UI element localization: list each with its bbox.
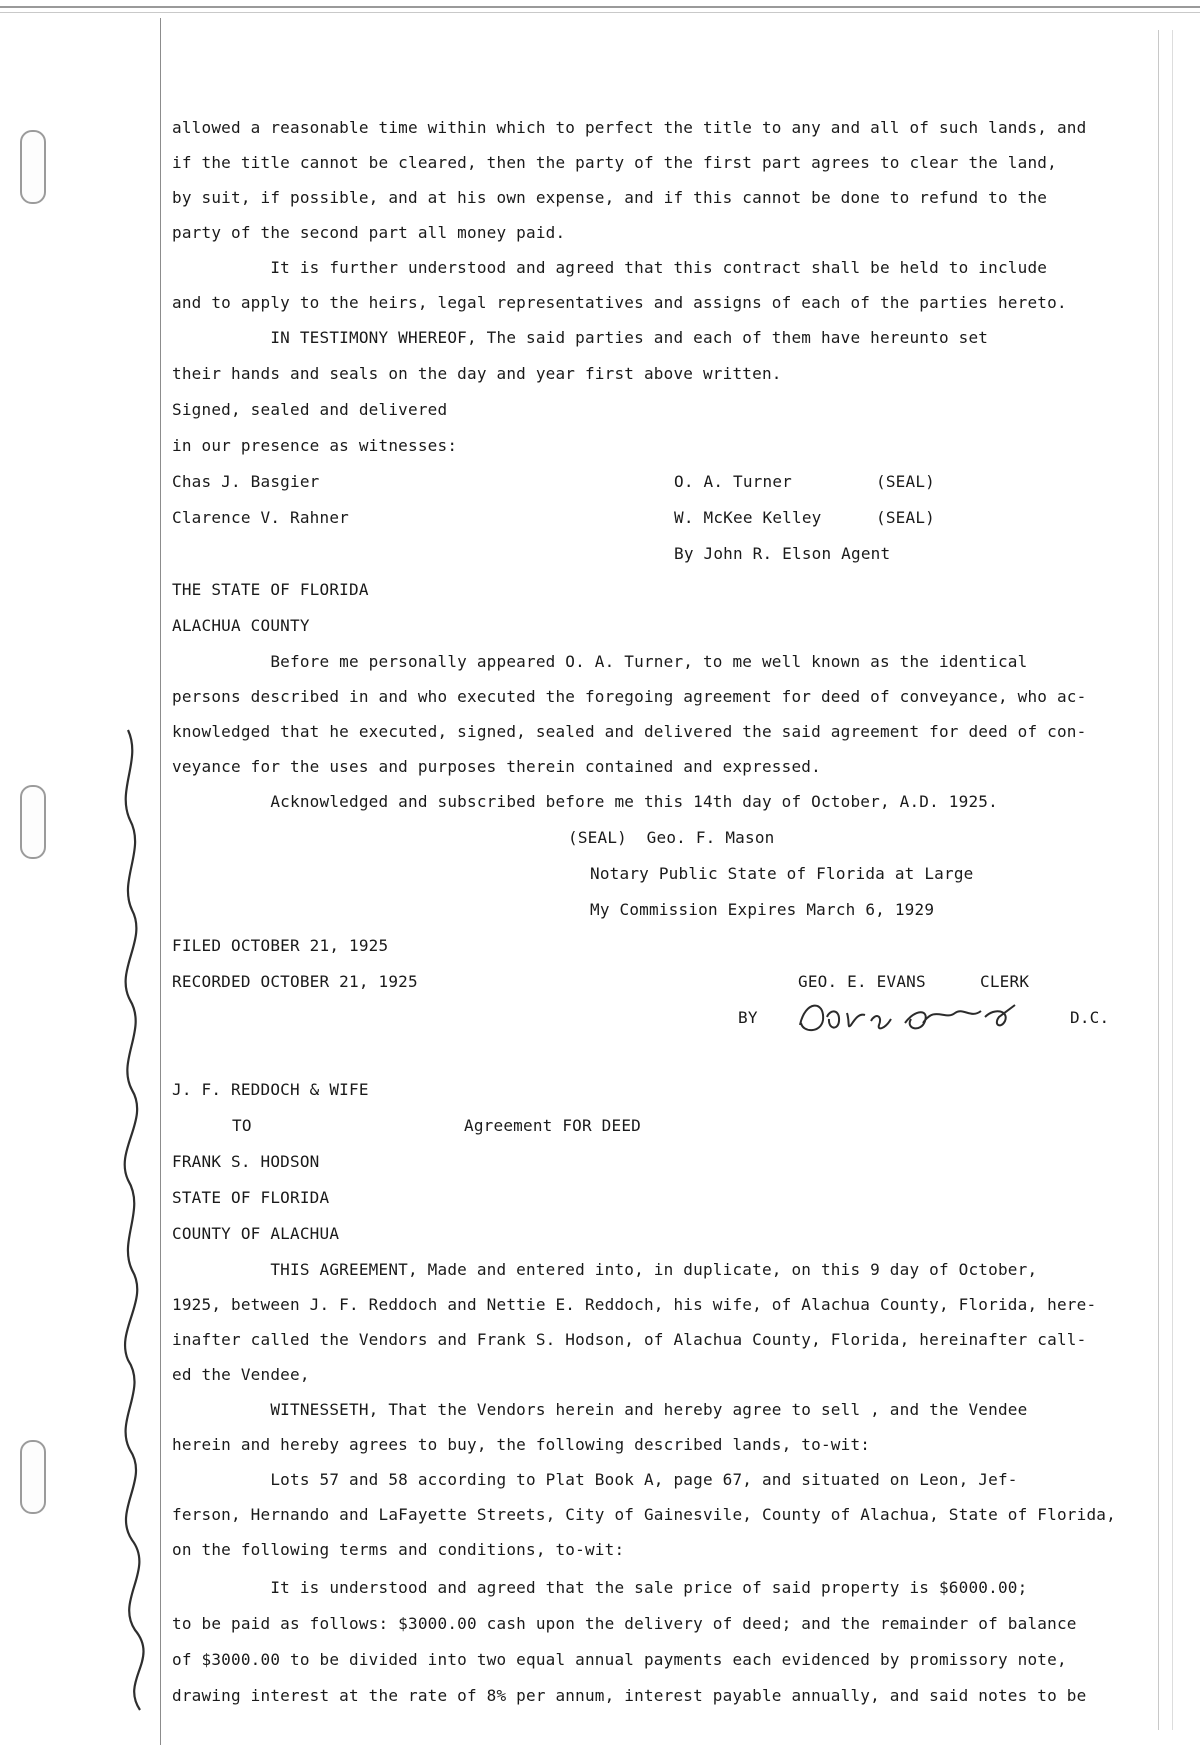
agreement-line: It is understood and agreed that the sale price of said property is $6000.00; <box>172 1578 1028 1597</box>
agreement-line: ed the Vendee, <box>172 1365 310 1384</box>
agreement-line: on the following terms and conditions, to-wit: <box>172 1540 625 1559</box>
agent-line: By John R. Elson Agent <box>674 544 891 563</box>
seal-label: (SEAL) <box>876 508 935 527</box>
ack-line: Acknowledged and subscribed before me this 14th day of October, A.D. 1925. <box>172 792 998 811</box>
seal-label: (SEAL) <box>876 472 935 491</box>
state-heading: THE STATE OF FLORIDA <box>172 580 369 599</box>
clerk-title: CLERK <box>980 972 1030 991</box>
left-margin-rule <box>160 18 161 1745</box>
body-line: It is further understood and agreed that this contract shall be held to include <box>172 258 1048 277</box>
top-rule <box>0 6 1200 8</box>
binder-hole-icon <box>20 130 46 204</box>
ack-line: knowledged that he executed, signed, sealed and delivered the said agreement for deed of con- <box>172 722 1087 741</box>
witness-name: Clarence V. Rahner <box>172 508 349 527</box>
notary-commission-line: My Commission Expires March 6, 1929 <box>590 900 935 919</box>
agreement-line: Lots 57 and 58 according to Plat Book A, page 67, and situated on Leon, Jef- <box>172 1470 1018 1489</box>
witness-name: Chas J. Basgier <box>172 472 320 491</box>
ack-line: Before me personally appeared O. A. Turner, to me well known as the identical <box>172 652 1028 671</box>
state-line: STATE OF FLORIDA <box>172 1188 330 1207</box>
body-line: party of the second part all money paid. <box>172 223 566 242</box>
body-line: allowed a reasonable time within which to perfect the title to any and all of such lands, and <box>172 118 1087 137</box>
agreement-line: THIS AGREEMENT, Made and entered into, in duplicate, on this 9 day of October, <box>172 1260 1038 1279</box>
agreement-line: inafter called the Vendors and Frank S. Hodson, of Alachua County, Florida, hereinafter call- <box>172 1330 1087 1349</box>
signer-name: W. McKee Kelley <box>674 508 822 527</box>
party-to: TO <box>232 1116 252 1135</box>
right-edge-rule-secondary <box>1172 30 1173 1730</box>
dc-label: D.C. <box>1070 1008 1110 1027</box>
agreement-line: herein and hereby agrees to buy, the following described lands, to-wit: <box>172 1435 871 1454</box>
notary-seal-line: (SEAL) Geo. F. Mason <box>568 828 775 847</box>
agreement-line: to be paid as follows: $3000.00 cash upon the delivery of deed; and the remainder of balance <box>172 1614 1077 1633</box>
filed-line: FILED OCTOBER 21, 1925 <box>172 936 389 955</box>
ack-line: persons described in and who executed the foregoing agreement for deed of conveyance, who ac- <box>172 687 1087 706</box>
body-line: IN TESTIMONY WHEREOF, The said parties and each of them have hereunto set <box>172 328 989 347</box>
agreement-line: WITNESSETH, That the Vendors herein and hereby agree to sell , and the Vendee <box>172 1400 1028 1419</box>
body-line: by suit, if possible, and at his own expense, and if this cannot be done to refund to the <box>172 188 1048 207</box>
notary-title-line: Notary Public State of Florida at Large <box>590 864 974 883</box>
handwritten-signature <box>795 995 1045 1040</box>
recorded-line: RECORDED OCTOBER 21, 1925 <box>172 972 418 991</box>
doc-type: Agreement FOR DEED <box>464 1116 641 1135</box>
agreement-line: 1925, between J. F. Reddoch and Nettie E. Reddoch, his wife, of Alachua County, Florida, here- <box>172 1295 1097 1314</box>
body-line: and to apply to the heirs, legal representatives and assigns of each of the parties hereto. <box>172 293 1067 312</box>
agreement-line: ferson, Hernando and LaFayette Streets, City of Gainesvile, County of Alachua, State of Florida, <box>172 1505 1116 1524</box>
body-line: their hands and seals on the day and year first above written. <box>172 364 782 383</box>
agreement-line: drawing interest at the rate of 8% per annum, interest payable annually, and said notes to be <box>172 1686 1087 1705</box>
body-line: in our presence as witnesses: <box>172 436 458 455</box>
margin-handwritten-note <box>30 720 150 1720</box>
party-grantee: FRANK S. HODSON <box>172 1152 320 1171</box>
right-edge-rule <box>1158 30 1159 1730</box>
signer-name: O. A. Turner <box>674 472 792 491</box>
body-line: Signed, sealed and delivered <box>172 400 448 419</box>
clerk-name: GEO. E. EVANS <box>798 972 926 991</box>
county-line: COUNTY OF ALACHUA <box>172 1224 340 1243</box>
county-heading: ALACHUA COUNTY <box>172 616 310 635</box>
ack-line: veyance for the uses and purposes therein contained and expressed. <box>172 757 821 776</box>
top-rule-secondary <box>0 12 1200 13</box>
by-label: BY <box>738 1008 758 1027</box>
agreement-line: of $3000.00 to be divided into two equal annual payments each evidenced by promissory note, <box>172 1650 1067 1669</box>
party-from: J. F. REDDOCH & WIFE <box>172 1080 369 1099</box>
body-line: if the title cannot be cleared, then the party of the first part agrees to clear the land, <box>172 153 1057 172</box>
